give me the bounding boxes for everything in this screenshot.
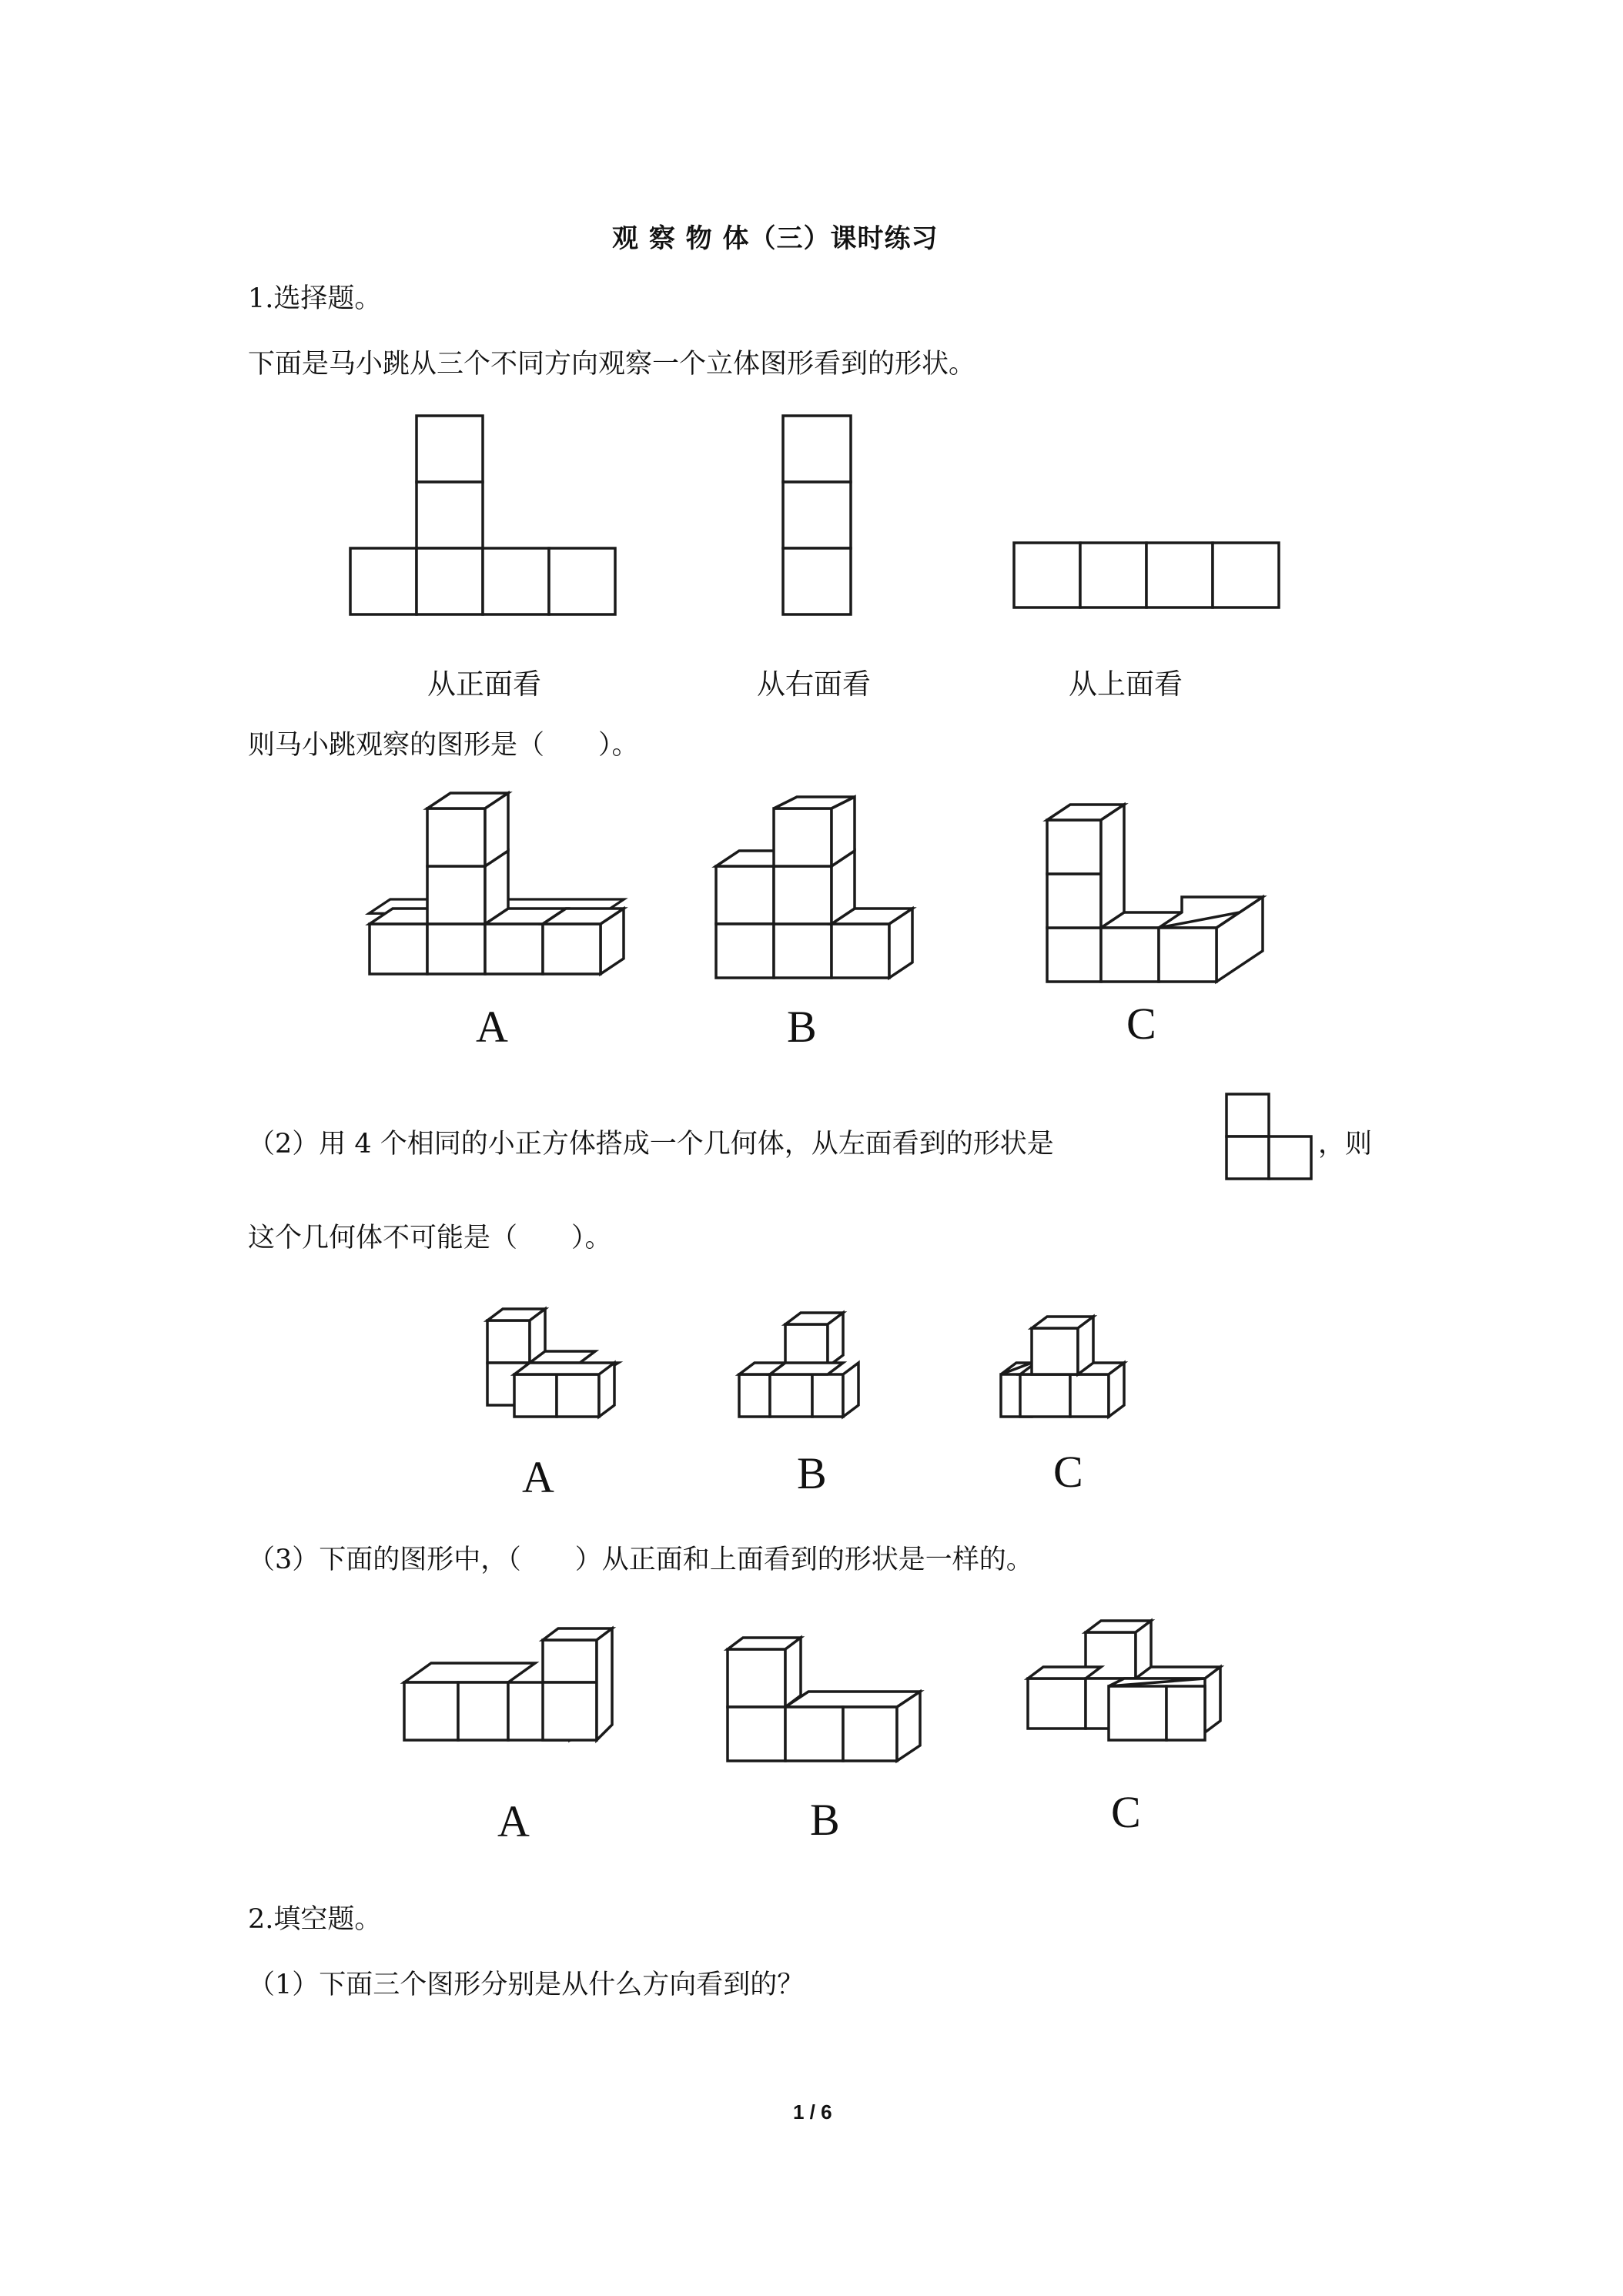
q3-option-a-figure: [400, 1617, 631, 1779]
right-view-figure: [779, 412, 864, 628]
section-2-q1-prompt: （1）下面三个图形分别是从什么方向看到的？: [248, 1970, 805, 2000]
q2-option-a-figure: [484, 1301, 630, 1432]
q2-option-b-figure: [735, 1301, 866, 1432]
q1-option-c-figure: [1043, 797, 1267, 1012]
q1-option-c-label: C: [1126, 999, 1156, 1049]
q3-option-a-label: A: [497, 1796, 530, 1846]
front-view-figure: [346, 412, 624, 628]
q2-option-a-label: A: [522, 1452, 554, 1502]
q2-left-view-figure: [1224, 1092, 1317, 1184]
page-title: 观 察 物 体（三）课时练习: [612, 223, 939, 254]
section-1-intro: 下面是马小跳从三个不同方向观察一个立体图形看到的形状。: [248, 349, 976, 380]
q2-option-c-label: C: [1053, 1447, 1083, 1497]
q2-prompt-part-1: （2）用 4 个相同的小正方体搭成一个几何体，从左面看到的形状是: [248, 1129, 1054, 1160]
view-label-right: 从右面看: [757, 668, 871, 701]
section-2-heading: 2.填空题。: [248, 1904, 382, 1935]
q2-option-b-label: B: [797, 1448, 827, 1498]
q2-prompt-part-2: ，则: [1318, 1129, 1373, 1160]
q3-option-b-label: B: [810, 1795, 840, 1845]
q1-option-b-figure: [712, 797, 912, 1005]
q2-prompt-part-3: 这个几何体不可能是（ ）。: [248, 1223, 612, 1253]
view-label-front: 从正面看: [427, 668, 541, 701]
q1-option-b-label: B: [787, 1002, 817, 1052]
top-view-figure: [1010, 539, 1287, 616]
q1-option-a-figure: [362, 793, 624, 1001]
section-1-heading: 1.选择题。: [248, 283, 382, 314]
q3-prompt: （3）下面的图形中，（ ）从正面和上面看到的形状是一样的。: [248, 1545, 1033, 1575]
page-number: 1 / 6: [793, 2100, 832, 2124]
q3-option-c-figure: [1024, 1613, 1240, 1767]
view-label-top: 从上面看: [1069, 668, 1183, 701]
q1-prompt: 则马小跳观察的图形是（ ）。: [248, 730, 639, 761]
q2-option-c-figure: [997, 1301, 1136, 1432]
q3-option-b-figure: [724, 1626, 932, 1772]
q3-option-c-label: C: [1111, 1787, 1141, 1837]
q1-option-a-label: A: [476, 1002, 508, 1052]
